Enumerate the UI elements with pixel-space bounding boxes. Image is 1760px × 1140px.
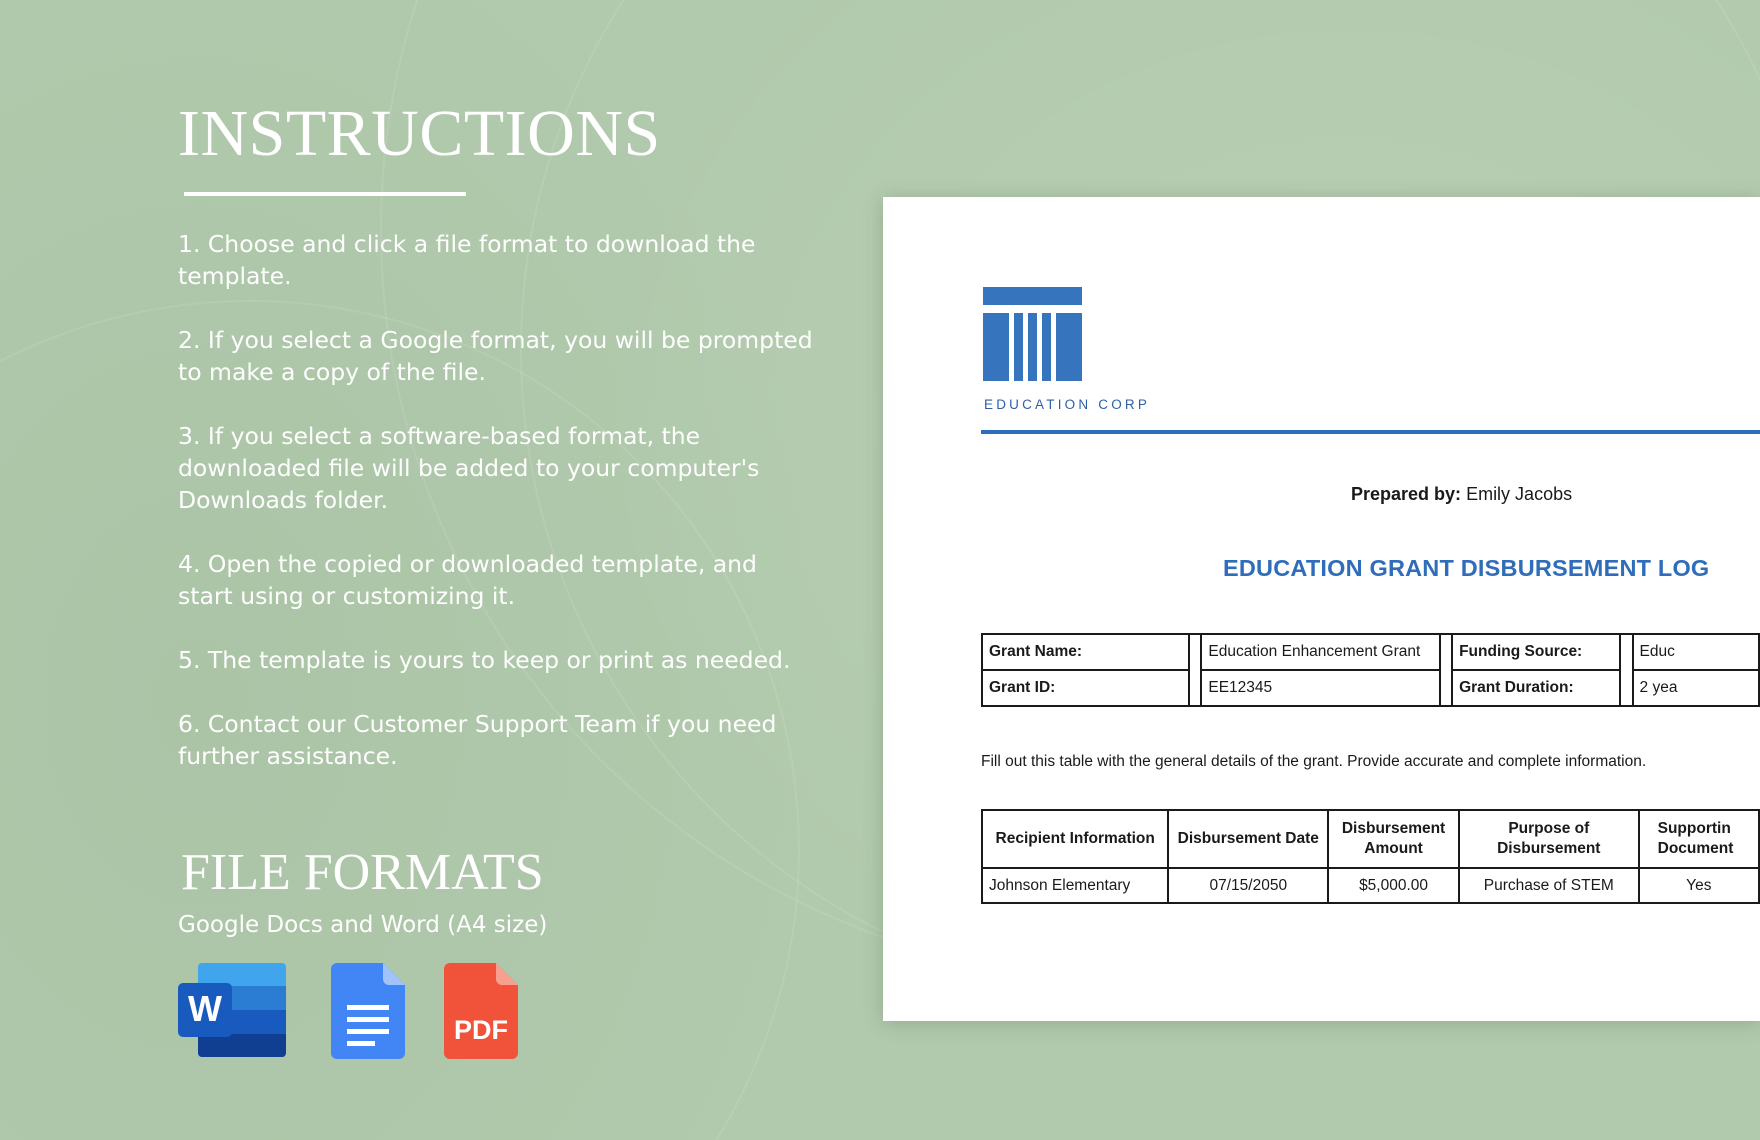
- instruction-step: 4. Open the copied or downloaded template, and start using or customizing it.: [178, 550, 757, 610]
- table-row: [982, 670, 1759, 706]
- instruction-step: 1. Choose and click a file format to download the template.: [178, 230, 756, 290]
- education-corp-logo-icon: [983, 287, 1083, 392]
- instructions-list: [178, 228, 818, 804]
- grant-name-value: Education Enhancement Grant: [1201, 634, 1439, 670]
- table-row: [982, 634, 1759, 670]
- grant-id-value: EE12345: [1201, 670, 1439, 706]
- prepared-label: Prepared by:: [1351, 484, 1462, 504]
- document-preview: [883, 197, 1760, 1021]
- column-header: Disbursement Amount: [1328, 810, 1459, 868]
- spacer-cell: [1189, 634, 1201, 706]
- spacer-cell: [1440, 634, 1452, 706]
- pdf-icon[interactable]: [444, 963, 518, 1059]
- word-icon[interactable]: [178, 963, 286, 1057]
- instruction-step: 6. Contact our Customer Support Team if you need further assistance.: [178, 710, 777, 770]
- file-formats-title: FILE FORMATS: [181, 844, 544, 901]
- grant-duration-label: Grant Duration:: [1452, 670, 1620, 706]
- table-row: [982, 868, 1759, 903]
- instructions-title: INSTRUCTIONS: [178, 97, 661, 170]
- grant-duration-value: 2 yea: [1633, 670, 1759, 706]
- funding-source-label: Funding Source:: [1452, 634, 1620, 670]
- prepared-by: [1351, 484, 1572, 505]
- table-cell: 07/15/2050: [1168, 868, 1328, 903]
- title-underline: [184, 192, 466, 196]
- google-docs-icon[interactable]: [331, 963, 405, 1059]
- grant-details-table: [981, 633, 1760, 707]
- spacer-cell: [1620, 634, 1632, 706]
- instruction-step: 3. If you select a software-based format, the downloaded file will be added to your computer's Downloads folder.: [178, 422, 760, 514]
- table-cell: $5,000.00: [1328, 868, 1459, 903]
- document-title: EDUCATION GRANT DISBURSEMENT LOG: [1223, 555, 1710, 581]
- table-cell: Yes: [1639, 868, 1759, 903]
- instruction-step: 2. If you select a Google format, you will be prompted to make a copy of the file.: [178, 326, 813, 386]
- table-cell: Purchase of STEM: [1459, 868, 1639, 903]
- instruction-step: 5. The template is yours to keep or print as needed.: [178, 646, 791, 674]
- word-letter: W: [188, 988, 222, 1029]
- table-note: Fill out this table with the general details of the grant. Provide accurate and complete information.: [981, 753, 1647, 770]
- column-header: Recipient Information: [982, 810, 1168, 868]
- column-header: Disbursement Date: [1168, 810, 1328, 868]
- table-cell: Johnson Elementary: [982, 868, 1168, 903]
- header-divider: [981, 430, 1760, 434]
- column-header: Purpose of Disbursement: [1459, 810, 1639, 868]
- prepared-name: Emily Jacobs: [1466, 484, 1573, 504]
- file-formats-subtitle: Google Docs and Word (A4 size): [178, 912, 548, 938]
- table-header-row: [982, 810, 1759, 868]
- funding-source-value: Educ: [1633, 634, 1759, 670]
- grant-id-label: Grant ID:: [982, 670, 1189, 706]
- column-header: Supportin Document: [1639, 810, 1759, 868]
- pdf-label: PDF: [454, 1015, 508, 1045]
- grant-name-label: Grant Name:: [982, 634, 1189, 670]
- disbursement-table: [981, 809, 1760, 904]
- logo-text: EDUCATION CORP: [984, 397, 1151, 412]
